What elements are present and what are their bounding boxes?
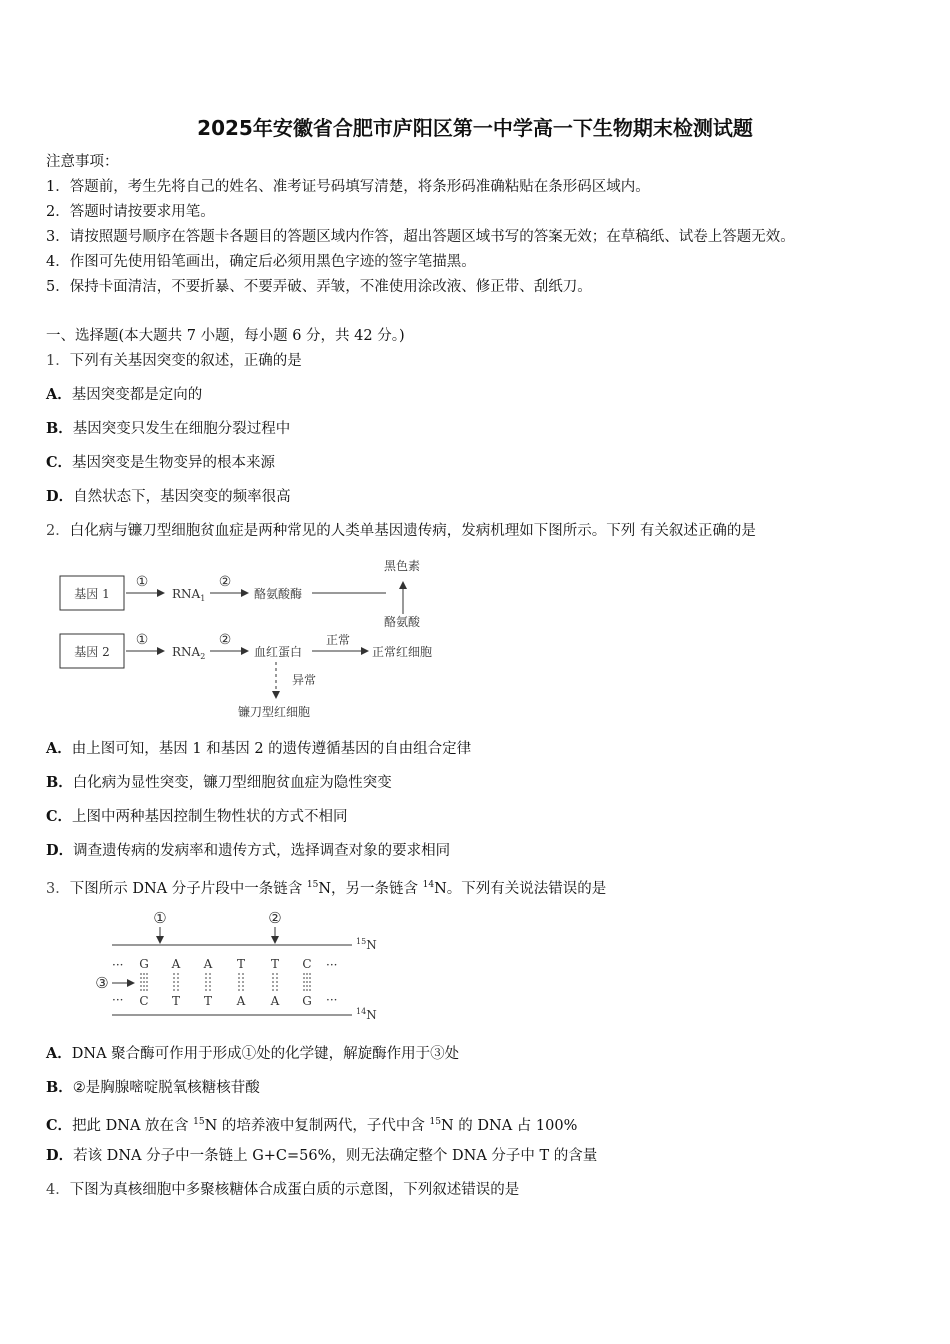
top-base: G	[139, 957, 149, 971]
top-base: A	[171, 957, 181, 971]
q1-option-c: C．基因突变是生物变异的根本来源	[46, 454, 276, 471]
step-2-marker: ②	[218, 632, 232, 648]
bottom-base: T	[171, 994, 181, 1008]
tyrosine-label: 酪氨酸	[384, 615, 421, 629]
top-ellipsis-right: ···	[326, 958, 338, 972]
q3-option-a: A．DNA 聚合酶可作用于形成①处的化学键，解旋酶作用于③处	[46, 1045, 460, 1062]
q2-option-d: D．调查遗传病的发病率和遗传方式，选择调查对象的要求相同	[46, 842, 451, 859]
notice-item: 3．请按照题号顺序在答题卡各题目的答题区域内作答，超出答题区域书写的答案无效；在草稿纸、试卷上答题无效。	[46, 229, 795, 245]
dna-fragment-diagram	[90, 905, 390, 1025]
step-1-marker: ①	[135, 632, 149, 648]
bottom-base: A	[236, 994, 246, 1008]
gene-2-label: 基因 2	[74, 645, 110, 659]
bottom-base: A	[270, 994, 280, 1008]
q2-option-b: B．白化病为显性突变，镰刀型细胞贫血症为隐性突变	[46, 774, 392, 791]
question-number: 4．	[46, 1182, 70, 1198]
q2-option-a: A．由上图可知，基因 1 和基因 2 的遗传遵循基因的自由组合定律	[46, 740, 472, 757]
q1-option-d: D．自然状态下，基因突变的频率很高	[46, 488, 291, 505]
notice-item: 4．作图可先使用铅笔画出，确定后必须用黑色字迹的签字笔描黑。	[46, 254, 476, 270]
bottom-ellipsis-right: ···	[326, 993, 338, 1007]
section-heading: 一、选择题(本大题共 7 小题，每小题 6 分，共 42 分。)	[46, 328, 405, 344]
question-number: 2．	[46, 523, 70, 539]
question-2	[46, 521, 756, 541]
bottom-base: C	[139, 994, 149, 1008]
hydrogen-bonds	[141, 973, 310, 993]
notice-heading: 注意事项：	[46, 154, 119, 170]
hemoglobin-label: 血红蛋白	[254, 645, 303, 659]
top-base: T	[236, 957, 246, 971]
top-bases	[139, 957, 311, 971]
question-4	[46, 1180, 519, 1200]
top-base: A	[203, 957, 213, 971]
q3-option-b: B．②是胸腺嘧啶脱氧核糖核苷酸	[46, 1079, 260, 1096]
page-title: 2025年安徽省合肥市庐阳区第一中学高一下生物期末检测试题	[197, 116, 753, 140]
rna-2: $RNA_2$	[172, 645, 206, 661]
rna-1: $RNA_1$	[172, 587, 206, 603]
normal-label: 正常	[325, 633, 351, 647]
marker-1: ①	[153, 909, 167, 927]
question-number: 1．	[46, 353, 70, 369]
notice-item: 5．保持卡面清洁，不要折暴、不要弄破、弄皱，不准使用涂改液、修正带、刮纸刀。	[46, 279, 592, 295]
bottom-ellipsis-left: ···	[112, 993, 124, 1007]
top-base: C	[302, 957, 312, 971]
question-stem: 下列有关基因突变的叙述，正确的是	[69, 353, 302, 369]
step-1-marker: ①	[135, 574, 149, 590]
abnormal-label: 异常	[292, 673, 317, 687]
enzyme-label: 酪氨酸酶	[254, 587, 303, 601]
notice-item: 1．答题前，考生先将自己的姓名、准考证号码填写清楚，将条形码准确粘贴在条形码区域内。	[46, 179, 650, 195]
top-ellipsis-left: ···	[112, 958, 124, 972]
notice-item: 2．答题时请按要求用笔。	[46, 204, 215, 220]
question-number: 3．	[46, 880, 70, 897]
bottom-base: T	[203, 994, 213, 1008]
gene-1-label: 基因 1	[74, 587, 110, 601]
q3-option-d: D．若该 DNA 分子中一条链上 G+C=56%，则无法确定整个 DNA 分子中 T 的含量	[46, 1147, 598, 1164]
top-strand-label: $^{15}$N	[356, 937, 377, 952]
normal-rbc-label: 正常红细胞	[372, 645, 433, 659]
question-stem: 白化病与镰刀型细胞贫血症是两种常见的人类单基因遗传病，发病机理如下图所示。下列 有关叙述正确的是	[69, 523, 756, 539]
sickle-rbc-label: 镰刀型红细胞	[238, 705, 311, 719]
q1-option-a: A．基因突变都是定向的	[46, 386, 203, 403]
bottom-bases	[139, 994, 311, 1008]
q1-option-b: B．基因突变只发生在细胞分裂过程中	[46, 420, 291, 437]
top-base: T	[270, 957, 280, 971]
marker-3: ③	[95, 974, 109, 992]
step-2-marker: ②	[218, 574, 232, 590]
question-1	[46, 351, 302, 371]
melanin-label: 黑色素	[384, 559, 421, 573]
bottom-base: G	[302, 994, 312, 1008]
q3-option-c: C．把此 DNA 放在含 $^{15}$N 的培养液中复制两代，子代中含 $^{15}$N 的 DNA 占 100%	[46, 1116, 578, 1134]
marker-2: ②	[268, 909, 282, 927]
q2-option-c: C．上图中两种基因控制生物性状的方式不相同	[46, 808, 348, 825]
question-3: 3．下图所示 DNA 分子片段中一条链含 $^{15}$N，另一条链含 $^{14}$N。下列有关说法错误的是	[46, 880, 607, 897]
question-stem: 下图为真核细胞中多聚核糖体合成蛋白质的示意图，下列叙述错误的是	[69, 1182, 520, 1198]
arrow-enzyme-melanin	[312, 566, 386, 593]
gene-pathway-diagram	[50, 552, 470, 724]
bottom-strand-label: $^{14}$N	[356, 1007, 377, 1022]
